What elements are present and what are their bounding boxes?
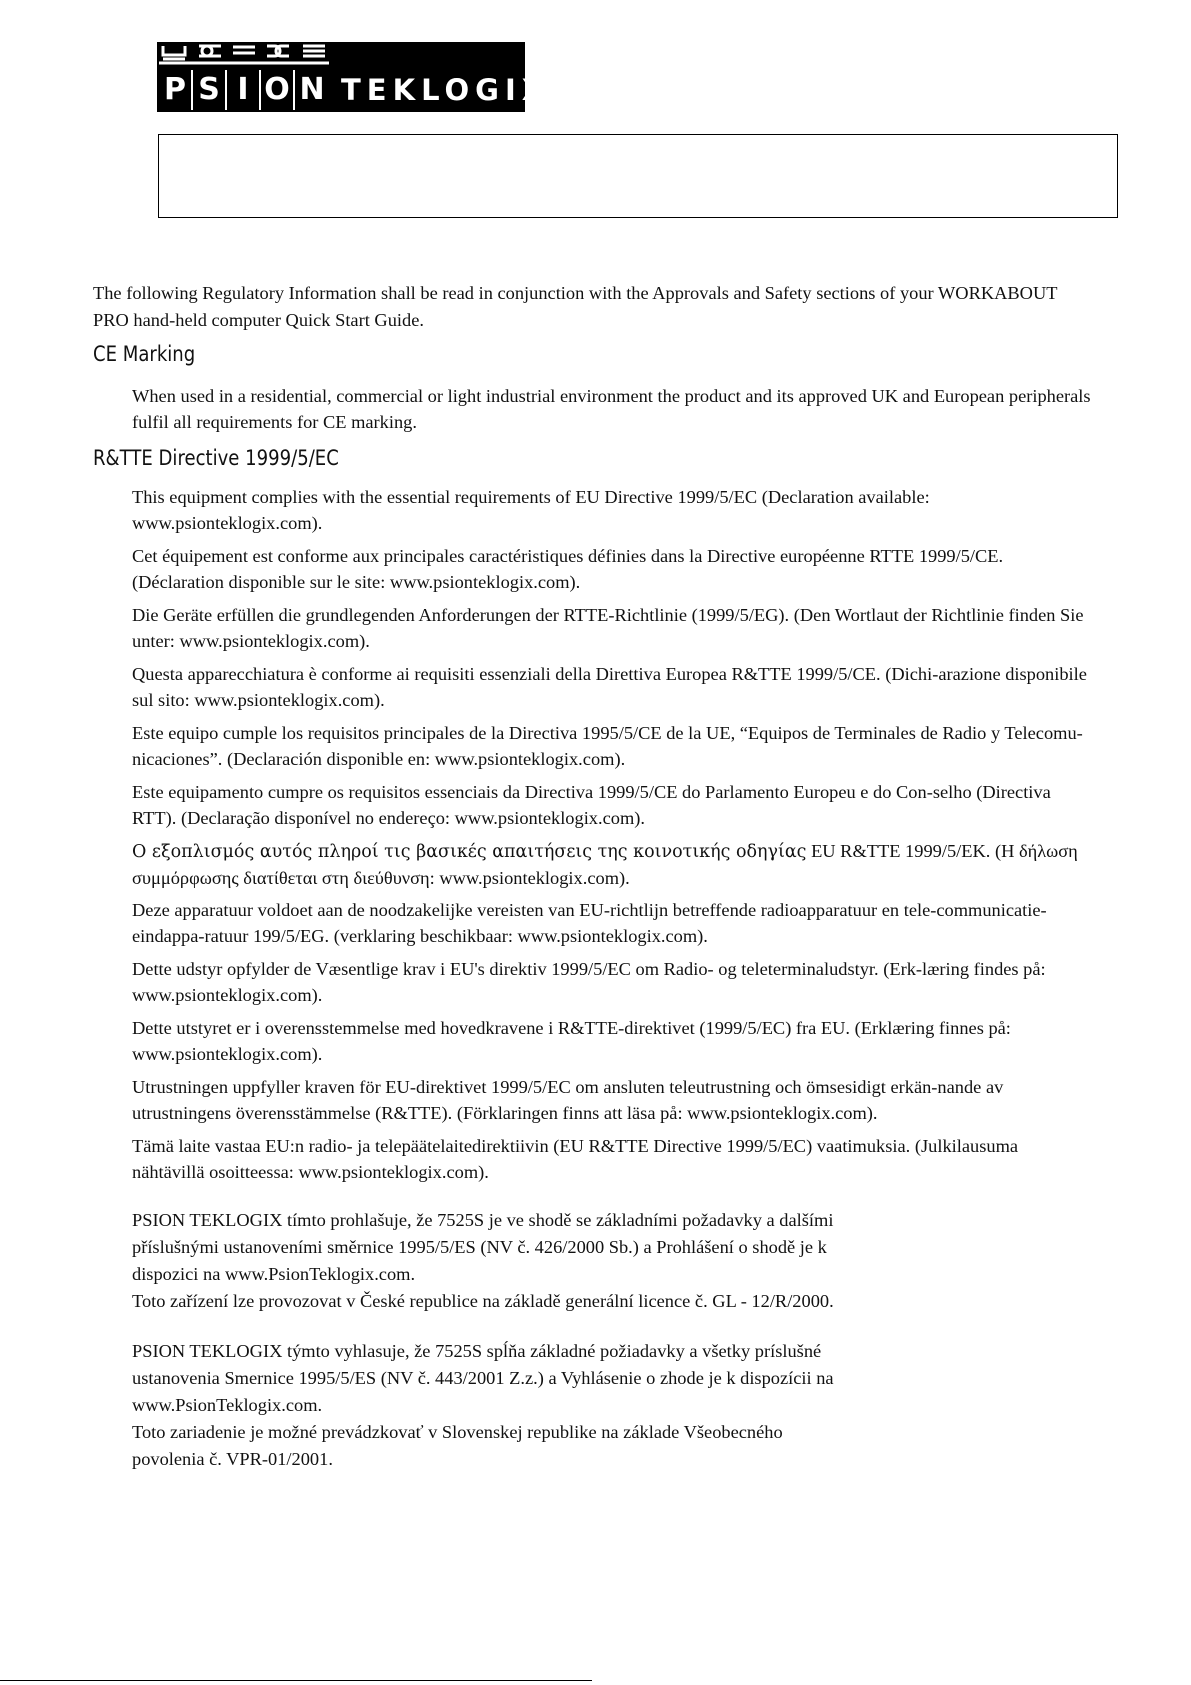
slovak-line: PSION TEKLOGIX týmto vyhlasuje, že 7525S spĺňa základné požiadavky a všetky príslušné bbox=[132, 1341, 822, 1361]
czech-line: PSION TEKLOGIX tímto prohlašuje, že 7525S je ve shodě se základními požadavky a dalšími bbox=[132, 1210, 834, 1230]
ce-marking-text: When used in a residential, commercial or light industrial environment the product and its approved UK and European peripherals fulfil all requirements for CE marking. bbox=[132, 386, 1091, 432]
logo-letter: S bbox=[193, 70, 227, 110]
slovak-line: ustanovenia Smernice 1995/5/ES (NV č. 443/2001 Z.z.) a Vyhlásenie o zhode je k dispozícii na bbox=[132, 1368, 834, 1388]
slovak-line: povolenia č. VPR-01/2001. bbox=[132, 1449, 333, 1469]
slovak-line: Toto zariadenie je možné prevádzkovať v Slovenskej republike na základe Všeobecného bbox=[132, 1422, 783, 1442]
slovak-line: www.PsionTeklogix.com. bbox=[132, 1395, 323, 1415]
logo-letter: N bbox=[299, 72, 325, 107]
header-box bbox=[158, 134, 1118, 218]
logo-letter: O bbox=[261, 70, 295, 110]
greek-url: : www.psionteklogix.com). bbox=[429, 868, 630, 888]
logo-letter: I bbox=[227, 70, 261, 110]
logo-letters bbox=[159, 70, 550, 110]
czech-line: příslušnými ustanoveními směrnice 1995/5/ES (NV č. 426/2000 Sb.) a Prohlášení o shodě je k bbox=[132, 1237, 827, 1257]
rtte-paragraph-spanish: Este equipo cumple los requisitos principales de la Directiva 1995/5/CE de la UE, “Equipos de Terminales de Radio y Telecomu-nicaciones”. (Declaración disponible en: www.psionteklogix.com). bbox=[132, 723, 1083, 769]
rtte-paragraph-portuguese: Este equipamento cumpre os requisitos essenciais da Directiva 1999/5/CE do Parlamento Europeu e do Con-selho (Directiva RTT). (Declaração disponível no endereço: www.psionteklogix.com). bbox=[132, 782, 1051, 828]
rtte-paragraph-french: Cet équipement est conforme aux principales caractéristiques définies dans la Directive européenne RTTE 1999/5/CE. (Déclaration disponible sur le site: www.psionteklogix.com). bbox=[132, 546, 1004, 592]
czech-line: dispozici na www.PsionTeklogix.com. bbox=[132, 1264, 416, 1284]
rtte-paragraph-danish: Dette udstyr opfylder de Væsentlige krav i EU's direktiv 1999/5/EC om Radio- og teleterminaludstyr. (Erk-læring findes på: www.psionteklogix.com). bbox=[132, 959, 1046, 1005]
greek-directive: EU R&TTE 1999/5/ΕΚ. (Η δήλωση συμμόρφωσης διατίθεται στη διεύθυνση bbox=[132, 841, 1078, 888]
logo-letter: P bbox=[159, 70, 193, 110]
rtte-paragraph-german: Die Geräte erfüllen die grundlegenden Anforderungen der RTTE-Richtlinie (1999/5/EG). (Den Wortlaut der Richtlinie finden Sie unter: www.psionteklogix.com). bbox=[132, 605, 1084, 651]
psion-teklogix-logo bbox=[157, 42, 551, 112]
czech-declaration bbox=[132, 1207, 1082, 1315]
rtte-paragraph-norwegian: Dette utstyret er i overensstemmelse med hovedkravene i R&TTE-direktivet (1999/5/EC) fra EU. (Erklæring finnes på: www.psionteklogix.com). bbox=[132, 1018, 1011, 1064]
rtte-paragraph-italian: Questa apparecchiatura è conforme ai requisiti essenziali della Direttiva Europea R&TTE 1999/5/CE. (Dichi-arazione disponibile sul sito: www.psionteklogix.com). bbox=[132, 664, 1087, 710]
intro-text: The following Regulatory Information shall be read in conjunction with the Approvals and Safety sections of your WORKABOUT PRO hand-held computer Quick Start Guide. bbox=[93, 283, 1058, 330]
rtte-paragraph-greek bbox=[132, 838, 1092, 891]
rtte-paragraph-english: This equipment complies with the essential requirements of EU Directive 1999/5/EC (Declaration available: www.psionteklogix.com). bbox=[132, 487, 930, 533]
rtte-heading: R&TTE Directive 1999/5/EC bbox=[93, 446, 339, 470]
logo-glyph-icon bbox=[157, 42, 525, 66]
rtte-paragraph-dutch: Deze apparatuur voldoet aan de noodzakelijke vereisten van EU-richtlijn betreffende radioapparatuur en tele-communicatie-eindappa-ratuur 199/5/EG. (verklaring beschikbaar: www.psionteklogix.com). bbox=[132, 900, 1047, 946]
rtte-paragraph-finnish: Tämä laite vastaa EU:n radio- ja telepäätelaitedirektiivin (EU R&TTE Directive 1999/5/EC) vaatimuksia. (Julkilausuma nähtävillä osoitteessa: www.psionteklogix.com). bbox=[132, 1136, 1019, 1182]
rtte-paragraph-swedish: Utrustningen uppfyller kraven för EU-direktivet 1999/5/EC om ansluten teleutrustning och ömsesidigt erkän-nande av utrustningens överensstämmelse (R&TTE). (Förklaringen finns att läsa på: www.psionteklogix.com). bbox=[132, 1077, 1004, 1123]
footer-rule bbox=[0, 1680, 592, 1681]
ce-marking-heading: CE Marking bbox=[93, 342, 196, 366]
slovak-declaration bbox=[132, 1338, 1082, 1473]
greek-text: Ο εξοπλισμός αυτός πληροί τις βασικές απαιτήσεις της κοινοτικής οδηγίας bbox=[132, 842, 807, 862]
czech-line: Toto zařízení lze provozovat v České republice na základě generální licence č. GL - 12/R/2000. bbox=[132, 1291, 834, 1311]
logo-word: TEKLOGIX bbox=[341, 73, 551, 107]
